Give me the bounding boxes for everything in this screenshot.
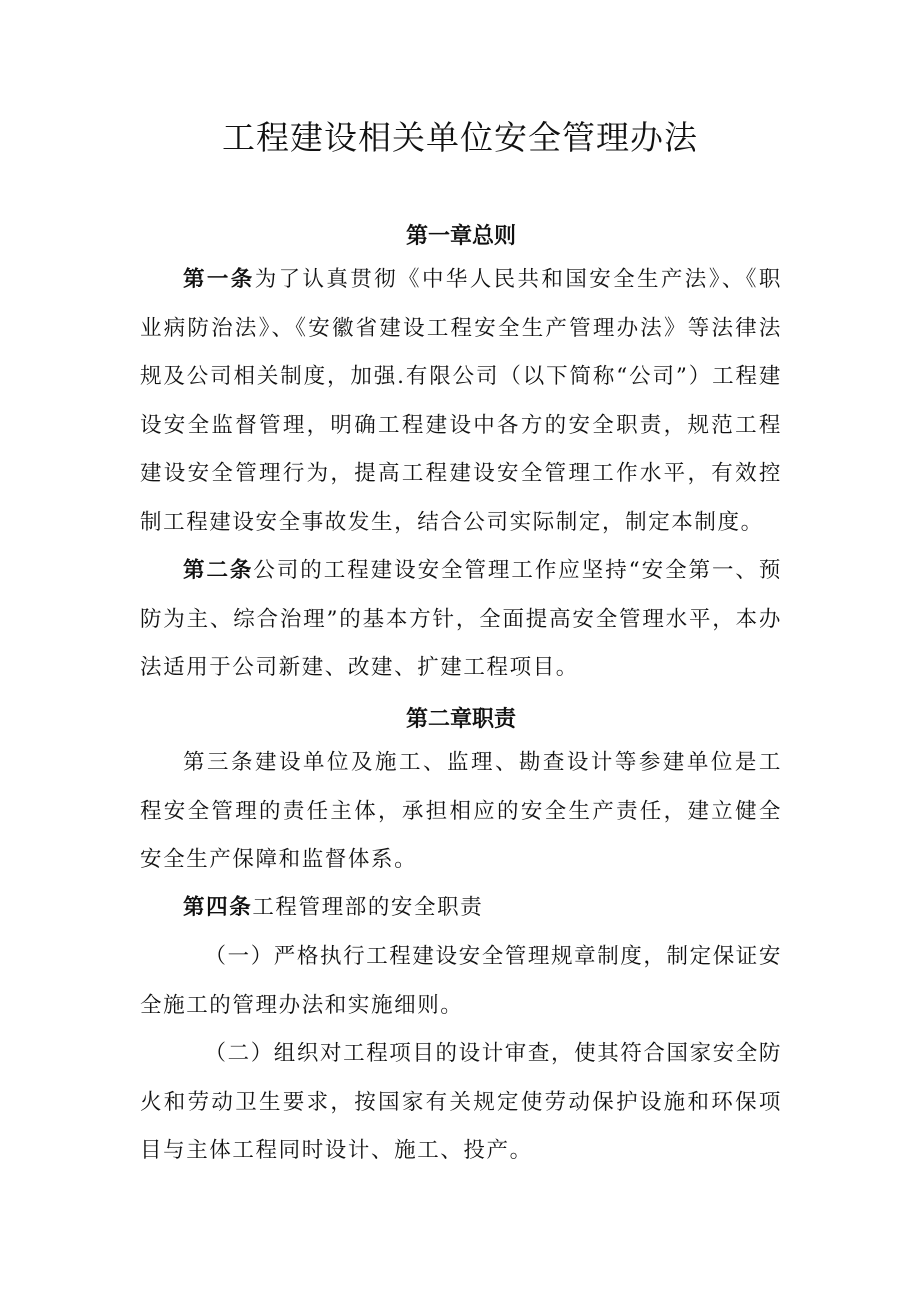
article-1-text: 为了认真贯彻《中华人民共和国安全生产法》、《职业病防治法》、《安徽省建设工程安全生产管理办法》等法律法规及公司相关制度，加强.有限公司（以下简称“公司”）工程建设安全监督管理，明确工程建设中各方的安全职责，规范工程建设安全管理行为，提高工程建设安全管理工作水平，有效控制工程建设安全事故发生，结合公司实际制定，制定本制度。 [140,267,782,535]
document-title: 工程建设相关单位安全管理办法 [222,118,698,157]
article-4-label: 第四条 [183,895,253,920]
article-1 [140,256,782,547]
article-2-label: 第二条 [183,558,254,583]
article-2-text: 公司的工程建设安全管理工作应坚持“安全第一、预防为主、综合治理”的基本方针，全面提高安全管理水平，本办法适用于公司新建、改建、扩建工程项目。 [140,558,782,680]
article-1-label: 第一条 [183,267,255,292]
article-4-item-2: （二）组织对工程项目的设计审查，使其符合国家安全防火和劳动卫生要求，按国家有关规定使劳动保护设施和环保项目与主体工程同时设计、施工、投产。 [140,1041,783,1163]
article-4-item-1: （一）严格执行工程建设安全管理规章制度，制定保证安全施工的管理办法和实施细则。 [140,944,783,1018]
chapter-1-heading: 第一章总则 [405,224,516,249]
chapter-2-heading: 第二章职责 [405,707,516,732]
article-4-text: 工程管理部的安全职责 [252,895,484,920]
article-4 [140,884,782,933]
article-2 [140,547,782,693]
article-3-text: 第三条建设单位及施工、监理、勘查设计等参建单位是工程安全管理的责任主体，承担相应的安全生产责任，建立健全安全生产保障和监督体系。 [140,750,782,872]
article-3 [140,739,782,885]
